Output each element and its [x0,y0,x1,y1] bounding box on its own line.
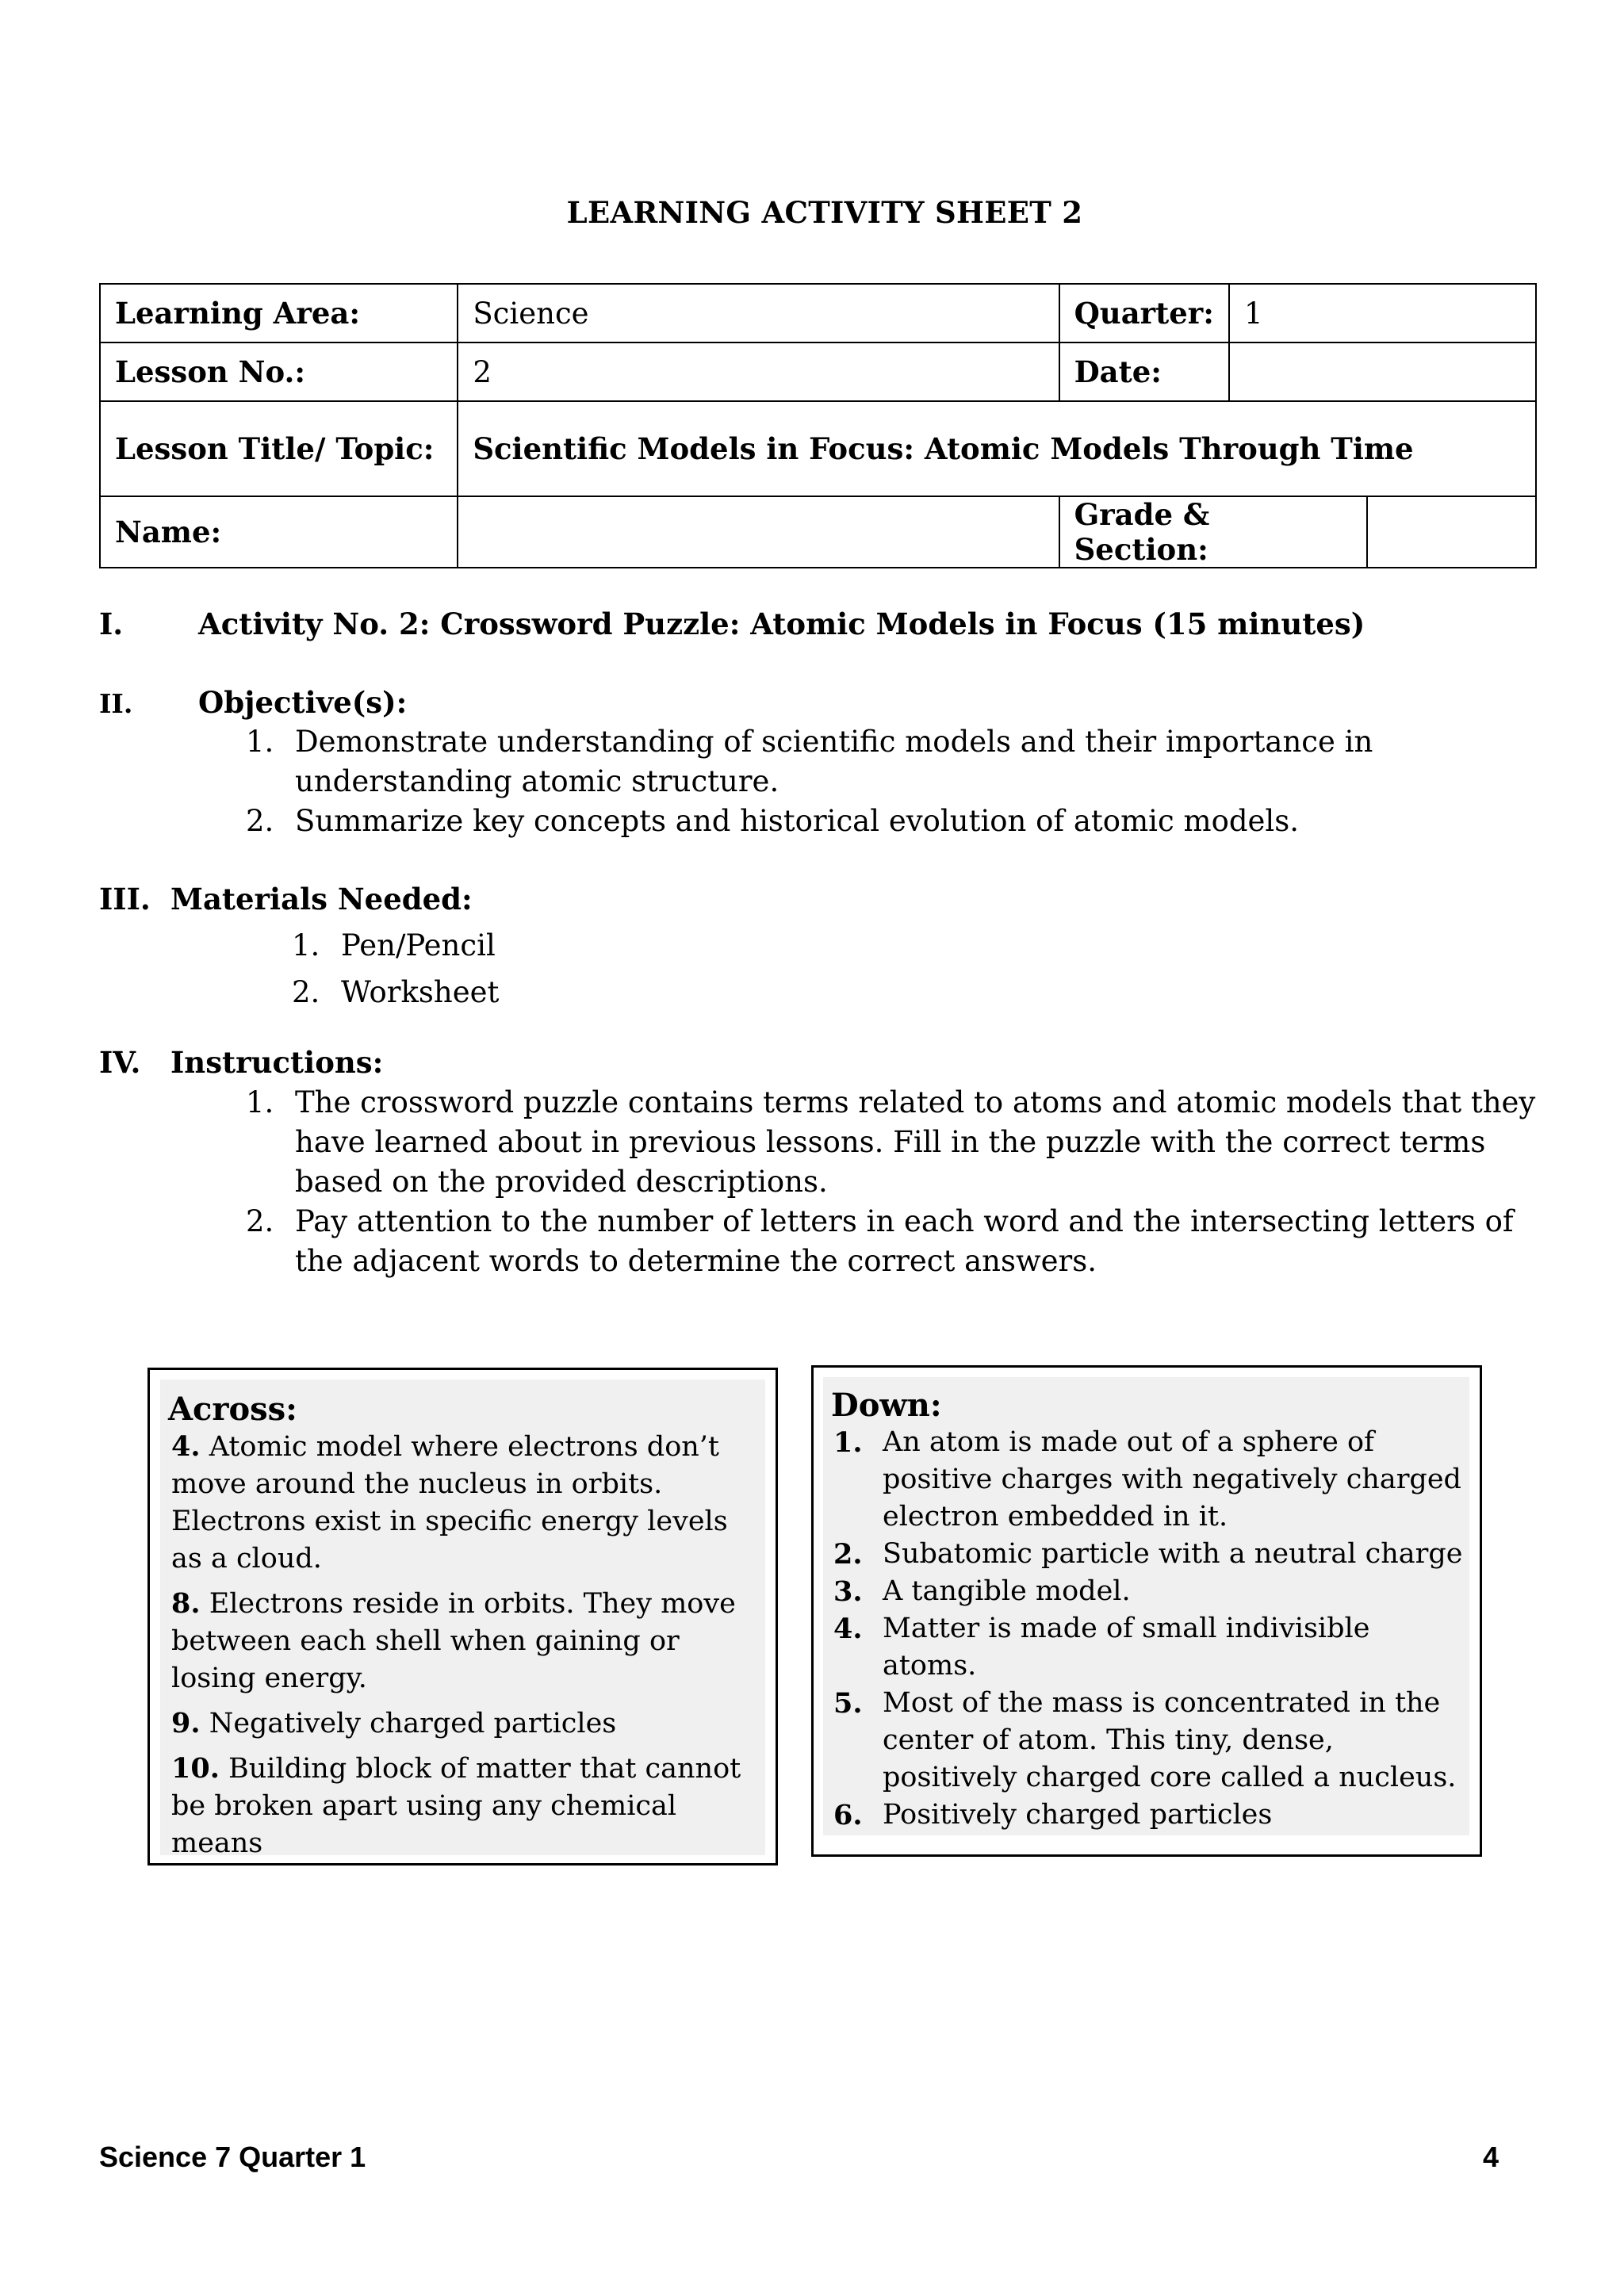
list-item [246,722,1546,802]
down-heading: Down: [831,1387,942,1424]
page-title: LEARNING ACTIVITY SHEET 2 [566,195,1083,230]
materials-heading [99,882,473,916]
instructions-list [246,1083,1554,1281]
grade-section-label: Grade & Section: [1059,496,1368,568]
item-number: 1. [246,1085,274,1119]
list-item [292,922,1005,969]
list-item [246,1083,1554,1202]
name-label: Name: [100,496,458,568]
instructions-title: Instructions: [170,1045,384,1080]
clue-text: Building block of matter that cannot be broken apart using any chemical means [171,1753,741,1859]
clue-text: Subatomic particle with a neutral charge [883,1538,1463,1570]
instructions-heading [99,1045,383,1080]
across-clue-8 [171,1585,756,1697]
clue-text: Electrons reside in orbits. They move between each shell when gaining or losing energy. [171,1588,736,1694]
across-heading: Across: [168,1391,297,1428]
date-field[interactable] [1229,342,1536,401]
footer-label: Science 7 Quarter 1 [99,2141,366,2173]
list-item [246,802,1546,841]
across-clue-9 [171,1705,756,1743]
learning-area-label: Learning Area: [100,284,458,342]
across-clue-10 [171,1750,756,1862]
down-clue-1 [833,1424,1463,1536]
quarter-value: 1 [1229,284,1536,342]
name-field[interactable] [458,496,1059,568]
down-clues-box [811,1365,1482,1857]
clue-number: 3. [833,1575,863,1608]
list-item [246,1202,1554,1281]
clue-number: 4. [171,1430,201,1463]
clue-number: 6. [833,1799,863,1831]
clue-number: 1. [833,1426,863,1459]
down-clue-5 [833,1685,1463,1797]
lesson-info-table [99,283,1537,568]
clue-number: 2. [833,1538,863,1571]
objectives-heading [99,685,407,720]
clue-text: Most of the mass is concentrated in the center of atom. This tiny, dense, positively charged core called a nucleus. [883,1687,1457,1793]
date-label: Date: [1059,342,1229,401]
item-text: Summarize key concepts and historical evolution of atomic models. [295,804,1300,838]
down-clue-4 [833,1610,1463,1685]
item-number: 2. [292,975,320,1009]
clue-text: Negatively charged particles [209,1708,617,1739]
lesson-no-label: Lesson No.: [100,342,458,401]
down-clue-6 [833,1797,1463,1834]
item-number: 1. [246,725,274,759]
item-text: Worksheet [341,975,500,1009]
materials-list [292,922,1005,1016]
clue-text: Matter is made of small indivisible atoms. [883,1613,1370,1682]
lesson-title-label: Lesson Title/ Topic: [100,401,458,496]
clue-number: 10. [171,1752,220,1785]
item-text: Pay attention to the number of letters in each word and the intersecting letters of the adjacent words to determine the correct answers. [295,1204,1514,1278]
lesson-title-value: Scientific Models in Focus: Atomic Models Through Time [458,401,1536,496]
clue-number: 8. [171,1587,201,1620]
clue-number: 4. [833,1613,863,1645]
down-clue-3 [833,1573,1463,1610]
section-number: IV. [99,1045,141,1080]
clue-number: 9. [171,1707,201,1739]
section-number: III. [99,882,151,916]
list-item [292,969,1005,1016]
clue-text: Positively charged particles [883,1799,1273,1831]
activity-title: Activity No. 2: Crossword Puzzle: Atomic Models in Focus (15 minutes) [198,607,1365,641]
lesson-no-value: 2 [458,342,1059,401]
quarter-label: Quarter: [1059,284,1229,342]
clue-text: An atom is made out of a sphere of positive charges with negatively charged electron embedded in it. [883,1426,1461,1533]
item-number: 2. [246,804,274,838]
item-number: 2. [246,1204,274,1238]
item-number: 1. [292,928,320,962]
item-text: Pen/Pencil [341,928,496,962]
across-clues-panel [160,1380,765,1859]
clue-text: Atomic model where electrons don’t move around the nucleus in orbits. Electrons exist in specific energy levels as a cloud. [171,1431,728,1575]
clue-number: 5. [833,1687,863,1720]
grade-section-field[interactable] [1367,496,1536,568]
down-clues-panel [823,1377,1469,1835]
down-clue-2 [833,1536,1463,1573]
across-clue-4 [171,1428,756,1578]
objectives-title: Objective(s): [198,685,408,720]
across-clues-box [147,1368,778,1866]
page-number: 4 [1483,2141,1500,2173]
section-number: II. [99,688,133,719]
learning-area-value: Science [458,284,1059,342]
activity-heading [99,607,1365,641]
objectives-list [246,722,1546,841]
clue-text: A tangible model. [883,1575,1131,1607]
materials-title: Materials Needed: [170,882,473,916]
section-number: I. [99,607,124,641]
item-text: The crossword puzzle contains terms related to atoms and atomic models that they have learned about in previous lessons. Fill in the puzzle with the correct terms based on the provided descriptions. [295,1085,1536,1199]
item-text: Demonstrate understanding of scientific models and their importance in understanding atomic structure. [295,725,1373,798]
